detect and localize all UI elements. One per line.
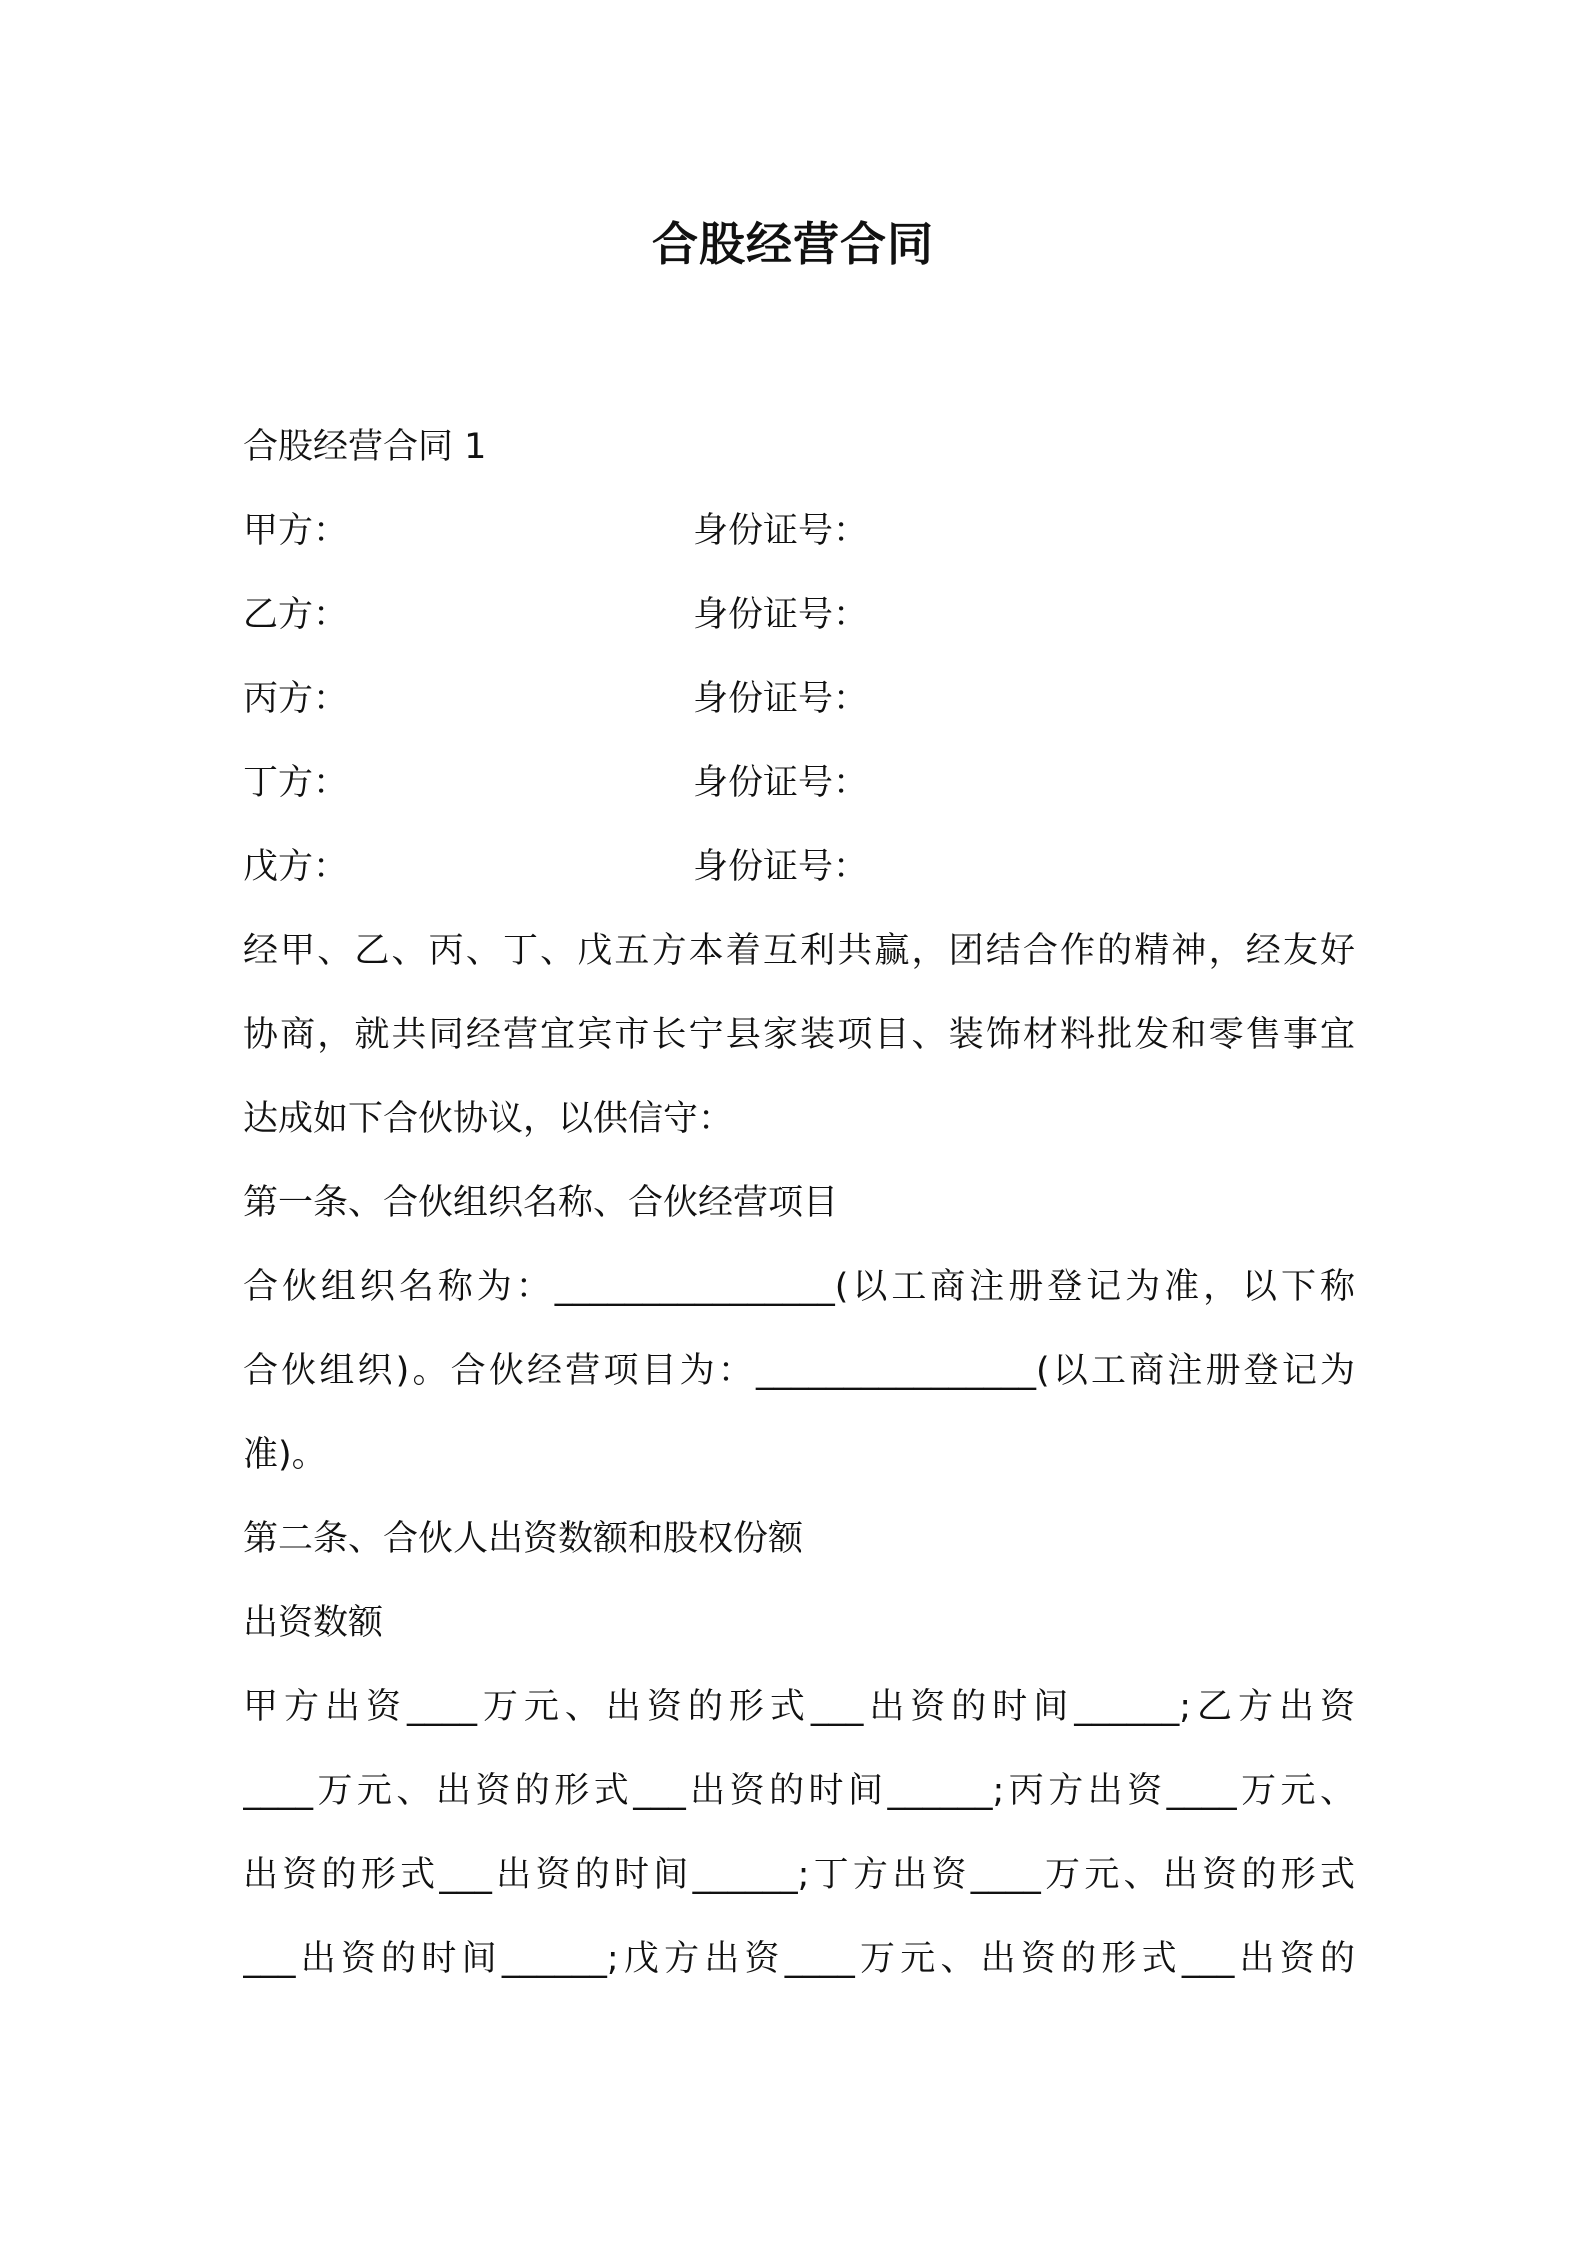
party-row-ding [243,741,1355,825]
party-label: 甲方： [243,511,349,551]
party-label: 丙方： [243,679,349,719]
article-1-line-3: 准)。 [243,1435,327,1475]
id-number-label: 身份证号： [693,847,869,887]
contribution-line-1: 甲方出资____万元、出资的形式___出资的时间______;乙方出资 [243,1687,1355,1727]
article-2-heading: 第二条、合伙人出资数额和股权份额 [243,1519,804,1559]
preamble-line-3: 达成如下合伙协议，以供信守： [243,1099,734,1139]
id-number-label: 身份证号： [693,595,869,635]
party-label: 乙方： [243,595,349,635]
contract-subtitle: 合股经营合同 1 [243,427,487,467]
article-1-heading: 第一条、合伙组织名称、合伙经营项目 [243,1183,839,1223]
party-row-jia [243,489,1355,573]
article-1-line-2: 合伙组织)。合伙经营项目为：________________(以工商注册登记为 [243,1351,1355,1391]
contribution-line-2: ____万元、出资的形式___出资的时间______;丙方出资____万元、 [243,1771,1355,1811]
party-row-wu [243,825,1355,909]
party-label: 丁方： [243,763,349,803]
contribution-line-4: ___出资的时间______;戊方出资____万元、出资的形式___出资的 [243,1939,1355,1979]
id-number-label: 身份证号： [693,763,869,803]
party-row-yi [243,573,1355,657]
contribution-line-3: 出资的形式___出资的时间______;丁方出资____万元、出资的形式 [243,1855,1355,1895]
id-number-label: 身份证号： [693,679,869,719]
article-1-line-1: 合伙组织名称为：________________(以工商注册登记为准，以下称 [243,1267,1355,1307]
preamble-line-2: 协商，就共同经营宜宾市长宁县家装项目、装饰材料批发和零售事宜 [243,1015,1355,1055]
preamble-line-1: 经甲、乙、丙、丁、戊五方本着互利共赢，团结合作的精神，经友好 [243,931,1355,971]
document-title: 合股经营合同 [652,217,934,271]
id-number-label: 身份证号： [693,511,869,551]
party-row-bing [243,657,1355,741]
contribution-subheading: 出资数额 [243,1603,384,1643]
party-label: 戊方： [243,847,349,887]
document-body [243,405,1355,2001]
